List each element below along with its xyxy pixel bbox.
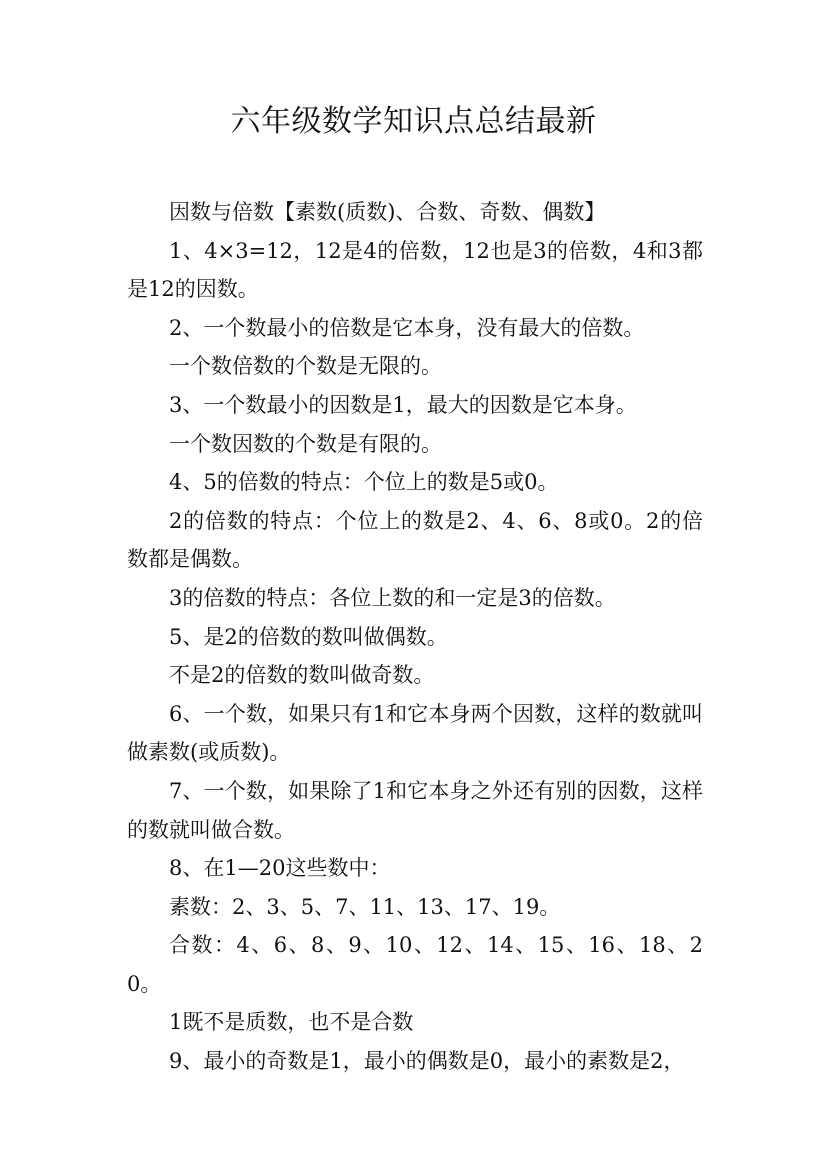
paragraph-factors-heading: 因数与倍数【素数(质数)、合数、奇数、偶数】 [169,200,606,224]
paragraph-point-1: 1、4×3=12，12是4的倍数，12也是3的倍数，4和3都是12的因数。 [127,238,703,302]
paragraph-point-3: 3、一个数最小的因数是1，最大的因数是它本身。 [169,392,637,417]
paragraph-point-7: 7、一个数，如果除了1和它本身之外还有别的因数，这样的数就叫做合数。 [127,778,703,842]
paragraph-point-2: 2、一个数最小的倍数是它本身，没有最大的倍数。 [169,315,645,340]
paragraph-point-9: 9、最小的奇数是1，最小的偶数是0，最小的素数是2， [169,1049,685,1074]
paragraph-point-6: 6、一个数，如果只有1和它本身两个因数，这样的数就叫做素数(或质数)。 [127,701,703,765]
paragraph-point-3-note: 一个数因数的个数是有限的。 [169,431,442,456]
paragraph-point-4-multiple-of-2: 2的倍数的特点：个位上的数是2、4、6、8或0。2的倍数都是偶数。 [127,508,703,572]
paragraph-point-4-multiple-of-3: 3的倍数的特点：各位上数的和一定是3的倍数。 [169,585,616,610]
paragraph-composites-list: 合数：4、6、8、9、10、12、14、15、16、18、20。 [127,933,703,996]
paragraph-primes-list: 素数：2、3、5、7、11、13、17、19。 [169,894,561,919]
paragraph-point-8: 8、在1—20这些数中： [169,856,391,881]
document-title: 六年级数学知识点总结最新 [230,104,597,139]
document-body [127,193,703,1081]
paragraph-point-2-note: 一个数倍数的个数是无限的。 [169,354,442,379]
paragraph-point-5-note: 不是2的倍数的数叫做奇数。 [169,663,435,688]
paragraph-point-5: 5、是2的倍数的数叫做偶数。 [169,624,448,649]
paragraph-one-note: 1既不是质数，也不是合数 [169,1010,414,1035]
paragraph-point-4: 4、5的倍数的特点：个位上的数是5或0。 [169,470,559,495]
